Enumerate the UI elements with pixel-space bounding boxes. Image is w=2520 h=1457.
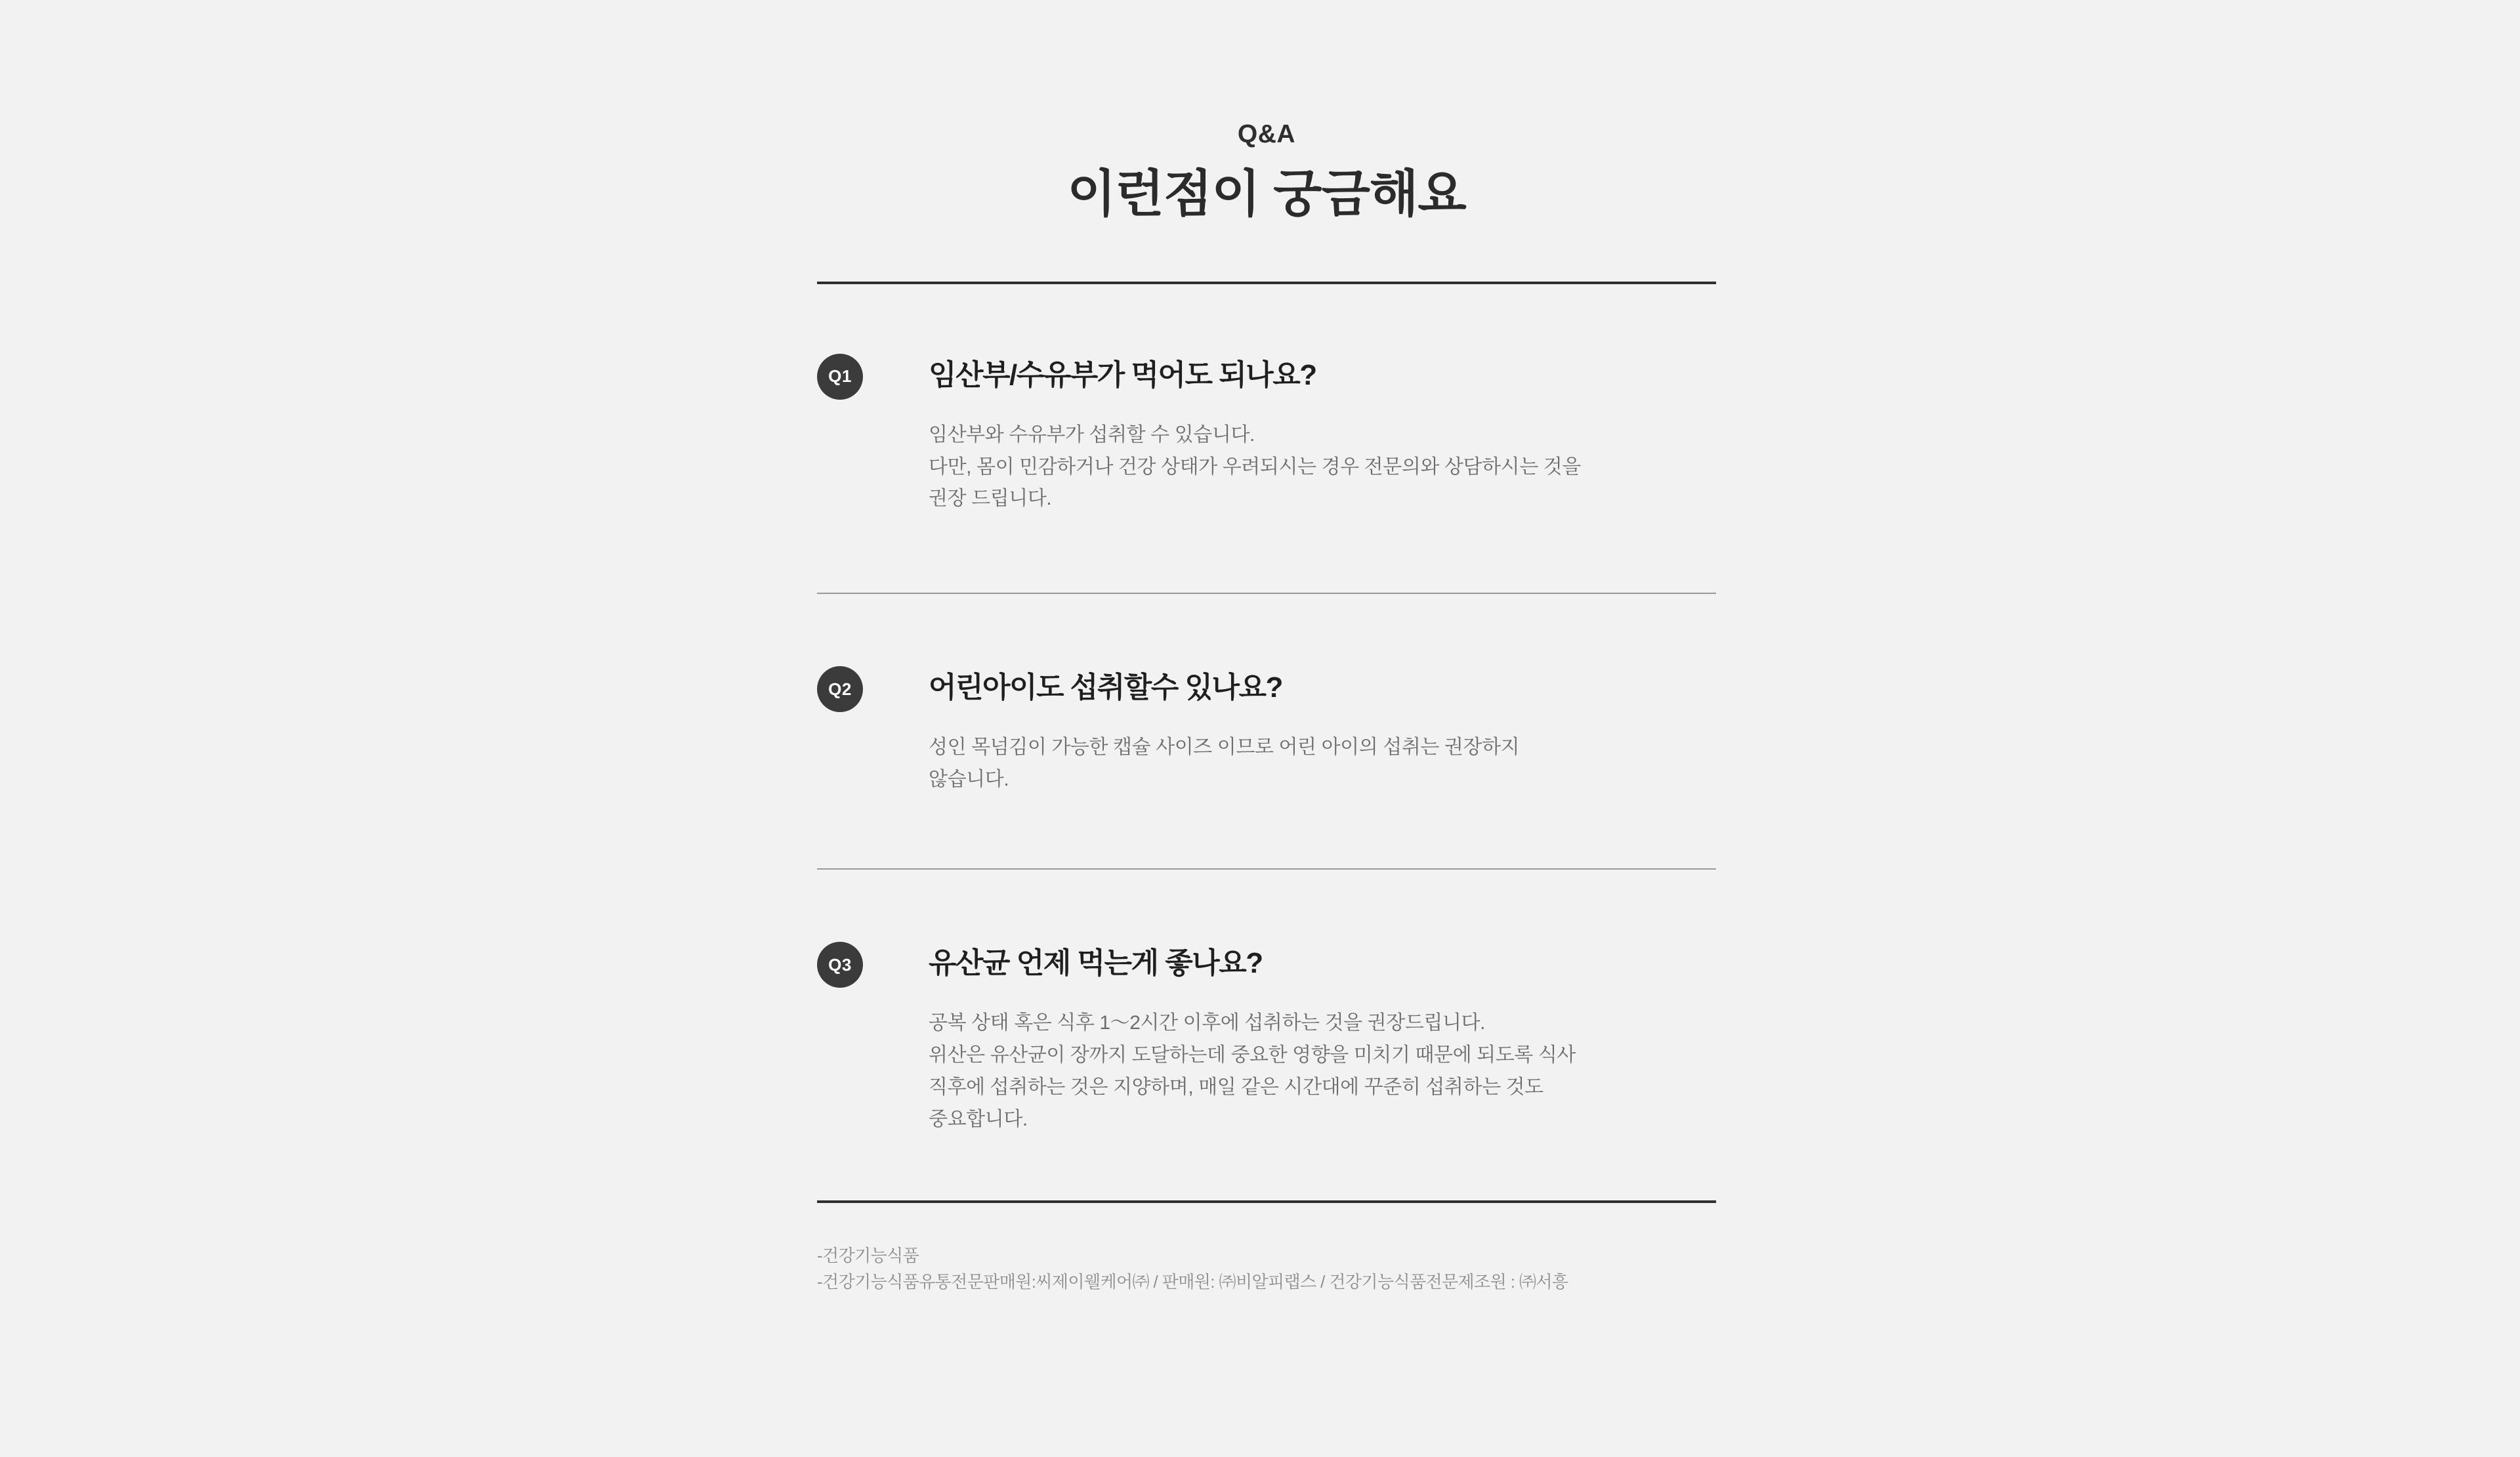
page-header <box>817 0 1716 224</box>
qa-content-column <box>817 0 1716 1295</box>
qa-answer-q1 <box>929 419 1716 516</box>
qa-answer-line: 다만, 몸이 민감하거나 건강 상태가 우려되시는 경우 전문의와 상담하시는 것을 <box>929 455 1581 478</box>
qa-answer-line: 위산은 유산균이 장까지 도달하는데 중요한 영향을 미치기 때문에 되도록 식사 <box>929 1044 1576 1066</box>
footnotes <box>817 1242 1716 1296</box>
divider-bottom <box>817 1200 1716 1203</box>
qa-badge-q3: Q3 <box>817 942 863 988</box>
qa-item-q2[interactable] <box>817 666 1716 796</box>
spacer <box>817 515 1716 593</box>
divider-top <box>817 282 1716 284</box>
qa-question-q1: 임산부/수유부가 먹어도 되나요? <box>929 358 1316 391</box>
footnote-line: -건강기능식품유통전문판매원:씨제이웰케어㈜ / 판매원: ㈜비알피랩스 / 건강기능식품전문제조원 : ㈜서흥 <box>817 1271 1568 1292</box>
qa-badge-q1: Q1 <box>817 354 863 400</box>
qa-answer-line: 공복 상태 혹은 식후 1～2시간 이후에 섭취하는 것을 권장드립니다. <box>929 1012 1486 1034</box>
qa-answer-line: 권장 드립니다. <box>929 488 1052 510</box>
footnote-line: -건강기능식품 <box>817 1245 919 1265</box>
qa-item-q3[interactable] <box>817 942 1716 1136</box>
qa-answer-line: 임산부와 수유부가 섭취할 수 있습니다. <box>929 423 1255 446</box>
section-eyebrow: Q&A <box>1237 120 1296 148</box>
qa-answer-line: 성인 목넘김이 가능한 캡슐 사이즈 이므로 어린 아이의 섭취는 권장하지 <box>929 736 1520 759</box>
spacer <box>817 796 1716 868</box>
qa-question-q3: 유산균 언제 먹는게 좋나요? <box>929 947 1263 980</box>
spacer <box>817 1136 1716 1200</box>
qa-answer-line: 직후에 섭취하는 것은 지양하며, 매일 같은 시간대에 꾸준히 섭취하는 것도 <box>929 1076 1544 1098</box>
qa-question-row <box>817 942 1716 988</box>
divider-after-q2 <box>817 868 1716 870</box>
qa-answer-q2 <box>929 732 1716 796</box>
qa-answer-q3 <box>929 1007 1716 1136</box>
qa-badge-q2: Q2 <box>817 666 863 712</box>
qa-item-q1[interactable] <box>817 354 1716 516</box>
qa-answer-line: 않습니다. <box>929 769 1009 791</box>
page-title: 이런점이 궁금해요 <box>1067 165 1466 222</box>
qa-question-row <box>817 666 1716 712</box>
qa-answer-line: 중요합니다. <box>929 1108 1028 1130</box>
divider-after-q1 <box>817 593 1716 594</box>
qa-question-q2: 어린아이도 섭취할수 있나요? <box>929 671 1282 704</box>
qa-question-row <box>817 354 1716 400</box>
